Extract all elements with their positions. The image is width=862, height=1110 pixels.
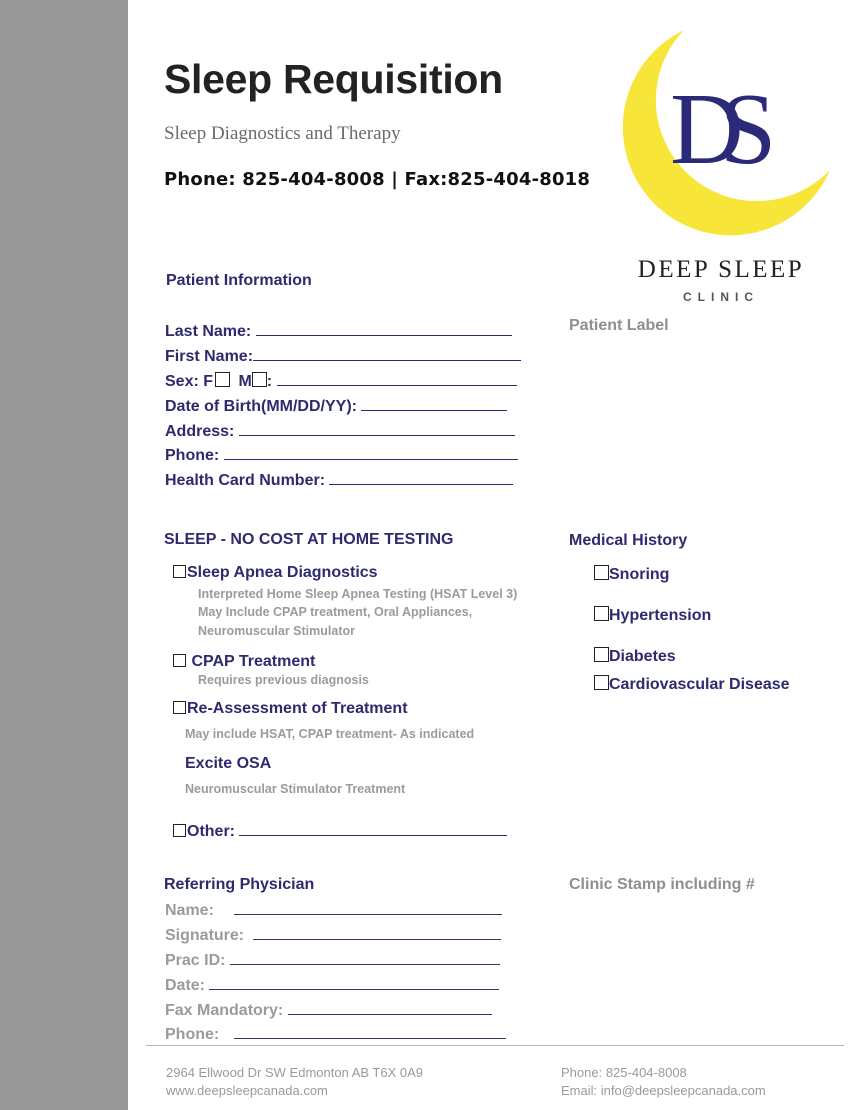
medical-history-item-diabetes[interactable] — [594, 647, 676, 666]
address-label: Address: — [165, 423, 235, 440]
testing-heading: SLEEP - NO COST AT HOME TESTING — [164, 531, 454, 548]
patient-info-heading: Patient Information — [166, 272, 312, 289]
first-name-input-line[interactable] — [253, 347, 521, 361]
snoring-label: Snoring — [609, 566, 670, 583]
footer-website-link[interactable]: www.deepsleepcanada.com — [166, 1083, 328, 1098]
physician-date-field[interactable] — [165, 976, 499, 996]
hypertension-label: Hypertension — [609, 607, 712, 624]
other-input-line[interactable] — [239, 822, 507, 836]
reassessment-note: May include HSAT, CPAP treatment- As indicated — [185, 727, 475, 741]
reassessment-label: Re-Assessment of Treatment — [187, 700, 408, 717]
other-checkbox[interactable] — [173, 824, 186, 837]
diabetes-checkbox[interactable] — [594, 647, 609, 662]
dob-input-line[interactable] — [361, 397, 507, 411]
patient-phone-label: Phone: — [165, 447, 220, 464]
sleep-apnea-note-2: May Include CPAP treatment, Oral Appliances, — [198, 605, 473, 619]
health-card-label: Health Card Number: — [165, 472, 326, 489]
logo-monogram: DS — [670, 73, 753, 186]
prac-id-input-line[interactable] — [230, 951, 500, 965]
excite-osa-label: Excite OSA — [185, 755, 272, 772]
option-cpap[interactable] — [173, 653, 315, 671]
option-excite-osa — [185, 755, 271, 773]
sex-f-label: Sex: F — [165, 373, 214, 390]
cpap-label: CPAP Treatment — [191, 653, 316, 670]
medical-history-heading: Medical History — [569, 532, 688, 549]
option-sleep-apnea[interactable] — [173, 564, 378, 582]
sex-m-checkbox[interactable] — [252, 372, 267, 387]
physician-phone-input-line[interactable] — [234, 1025, 506, 1039]
header-contact-line: Phone: 825-404-8008 | Fax:825-404-8018 — [164, 169, 591, 190]
dob-field[interactable] — [165, 397, 507, 417]
physician-signature-label: Signature: — [165, 927, 245, 944]
physician-phone-label: Phone: — [165, 1026, 220, 1043]
left-side-bar — [0, 0, 128, 1110]
dob-label: Date of Birth(MM/DD/YY): — [165, 398, 357, 415]
prac-id-label: Prac ID: — [165, 952, 226, 969]
clinic-stamp-heading: Clinic Stamp including # — [569, 876, 755, 893]
sleep-apnea-checkbox[interactable] — [173, 565, 186, 578]
page-title: Sleep Requisition — [164, 56, 503, 102]
physician-name-input-line[interactable] — [234, 901, 502, 915]
cardiovascular-label: Cardiovascular Disease — [609, 676, 790, 693]
last-name-input-line[interactable] — [256, 322, 512, 336]
other-label: Other: — [187, 823, 235, 840]
health-card-input-line[interactable] — [329, 471, 513, 485]
physician-fax-field[interactable] — [165, 1001, 492, 1021]
physician-signature-field[interactable] — [165, 926, 501, 946]
snoring-checkbox[interactable] — [594, 565, 609, 580]
address-input-line[interactable] — [239, 422, 515, 436]
patient-label-heading: Patient Label — [569, 317, 669, 334]
sex-field[interactable] — [165, 372, 517, 392]
physician-fax-label: Fax Mandatory: — [165, 1002, 284, 1019]
sex-m-label: M — [238, 373, 252, 390]
excite-osa-note: Neuromuscular Stimulator Treatment — [185, 782, 406, 796]
sleep-apnea-note-3: Neuromuscular Stimulator — [198, 624, 355, 638]
footer-address: 2964 Ellwood Dr SW Edmonton AB T6X 0A9 — [166, 1065, 424, 1080]
cardiovascular-checkbox[interactable] — [594, 675, 609, 690]
physician-name-label: Name: — [165, 902, 214, 919]
cpap-checkbox[interactable] — [173, 654, 186, 667]
patient-phone-input-line[interactable] — [224, 446, 518, 460]
logo-subname: CLINIC — [683, 290, 759, 304]
health-card-field[interactable] — [165, 471, 513, 491]
option-reassessment[interactable] — [173, 700, 408, 718]
footer-divider — [146, 1045, 844, 1046]
sleep-apnea-note-1: Interpreted Home Sleep Apnea Testing (HSAT Level 3) — [198, 587, 518, 601]
first-name-label: First Name: — [165, 348, 254, 365]
last-name-label: Last Name: — [165, 323, 252, 340]
moon-logo-icon — [608, 26, 838, 248]
medical-history-item-snoring[interactable] — [594, 565, 669, 584]
medical-history-item-cardiovascular[interactable] — [594, 675, 790, 694]
referring-physician-heading: Referring Physician — [164, 876, 315, 893]
reassessment-checkbox[interactable] — [173, 701, 186, 714]
footer-email-link[interactable]: Email: info@deepsleepcanada.com — [561, 1083, 766, 1098]
logo-name: DEEP SLEEP — [637, 256, 805, 283]
physician-phone-field[interactable] — [165, 1025, 506, 1045]
first-name-field[interactable] — [165, 347, 521, 367]
footer-phone: Phone: 825-404-8008 — [561, 1065, 687, 1080]
physician-fax-input-line[interactable] — [288, 1001, 492, 1015]
sex-input-line[interactable] — [277, 372, 517, 386]
sleep-apnea-label: Sleep Apnea Diagnostics — [187, 564, 378, 581]
option-other[interactable] — [173, 822, 507, 841]
sex-colon: : — [266, 373, 273, 390]
sex-f-checkbox[interactable] — [215, 372, 230, 387]
physician-signature-input-line[interactable] — [253, 926, 501, 940]
page-subtitle: Sleep Diagnostics and Therapy — [164, 123, 401, 144]
address-field[interactable] — [165, 422, 515, 442]
physician-name-field[interactable] — [165, 901, 502, 921]
diabetes-label: Diabetes — [609, 648, 676, 665]
physician-date-label: Date: — [165, 977, 206, 994]
cpap-note: Requires previous diagnosis — [198, 673, 369, 687]
hypertension-checkbox[interactable] — [594, 606, 609, 621]
patient-phone-field[interactable] — [165, 446, 518, 466]
last-name-field[interactable] — [165, 322, 512, 342]
physician-date-input-line[interactable] — [209, 976, 499, 990]
medical-history-item-hypertension[interactable] — [594, 606, 711, 625]
prac-id-field[interactable] — [165, 951, 500, 971]
